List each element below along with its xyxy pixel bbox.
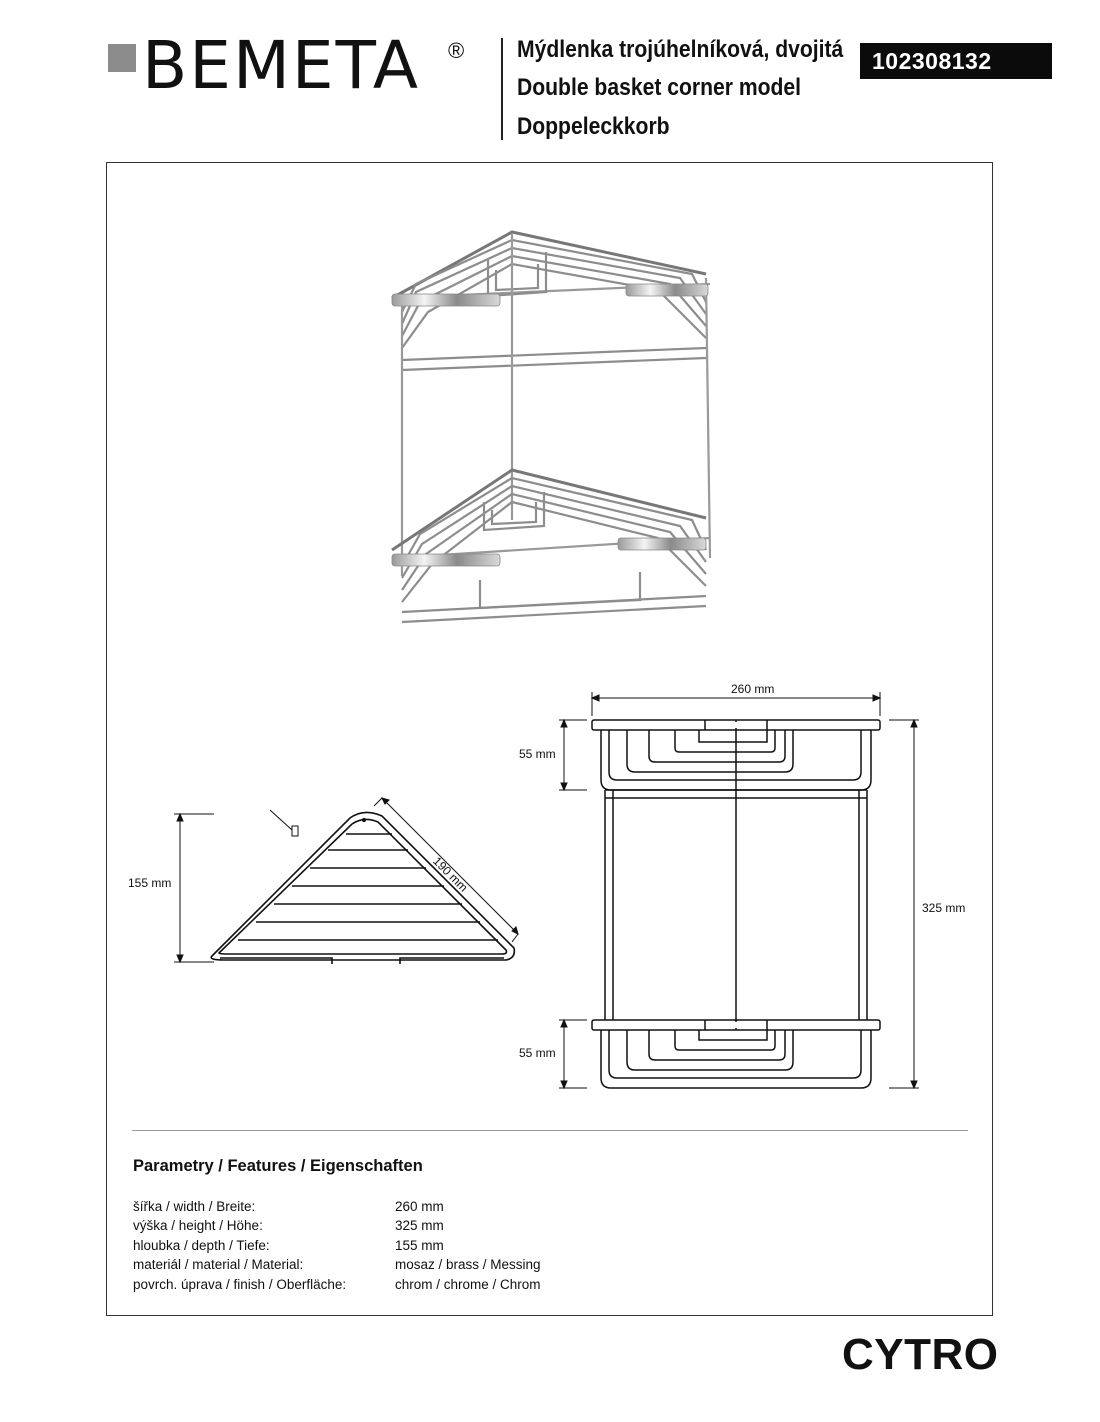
- product-title-en: Double basket corner model: [517, 74, 802, 101]
- product-code-badge: 102308132: [860, 43, 1052, 79]
- front-view-drawing: [555, 680, 975, 1100]
- product-title-cz: Mýdlenka trojúhelníková, dvojitá: [517, 36, 844, 63]
- top-view-drawing: [120, 790, 540, 980]
- brand-logo: BEMETA: [142, 27, 420, 104]
- registered-mark: ®: [448, 38, 465, 63]
- feature-label: výška / height / Höhe:: [133, 1218, 263, 1233]
- feature-value: chrom / chrome / Chrom: [395, 1277, 541, 1292]
- product-title-de: Doppeleckkorb: [517, 113, 670, 140]
- series-name: CYTRO: [842, 1330, 999, 1379]
- top-basket-height-label: 55 mm: [519, 747, 556, 761]
- feature-label: hloubka / depth / Tiefe:: [133, 1238, 270, 1253]
- feature-value: mosaz / brass / Messing: [395, 1257, 541, 1272]
- feature-value: 260 mm: [395, 1199, 444, 1214]
- features-title: Parametry / Features / Eigenschaften: [133, 1157, 423, 1175]
- bottom-basket-height-label: 55 mm: [519, 1046, 556, 1060]
- feature-label: materiál / material / Material:: [133, 1257, 304, 1272]
- depth-dimension-label: 155 mm: [128, 876, 172, 890]
- features-separator: [132, 1130, 968, 1131]
- width-dimension-label: 260 mm: [731, 682, 775, 696]
- product-photo: [380, 220, 725, 640]
- feature-value: 155 mm: [395, 1238, 444, 1253]
- logo-square-mark: [108, 44, 136, 72]
- feature-label: šířka / width / Breite:: [133, 1199, 256, 1214]
- diagonal-dimension-label: 190 mm: [430, 854, 471, 895]
- header-divider: [501, 38, 503, 140]
- height-dimension-label: 325 mm: [922, 901, 966, 915]
- feature-value: 325 mm: [395, 1218, 444, 1233]
- feature-label: povrch. úprava / finish / Oberfläche:: [133, 1277, 347, 1292]
